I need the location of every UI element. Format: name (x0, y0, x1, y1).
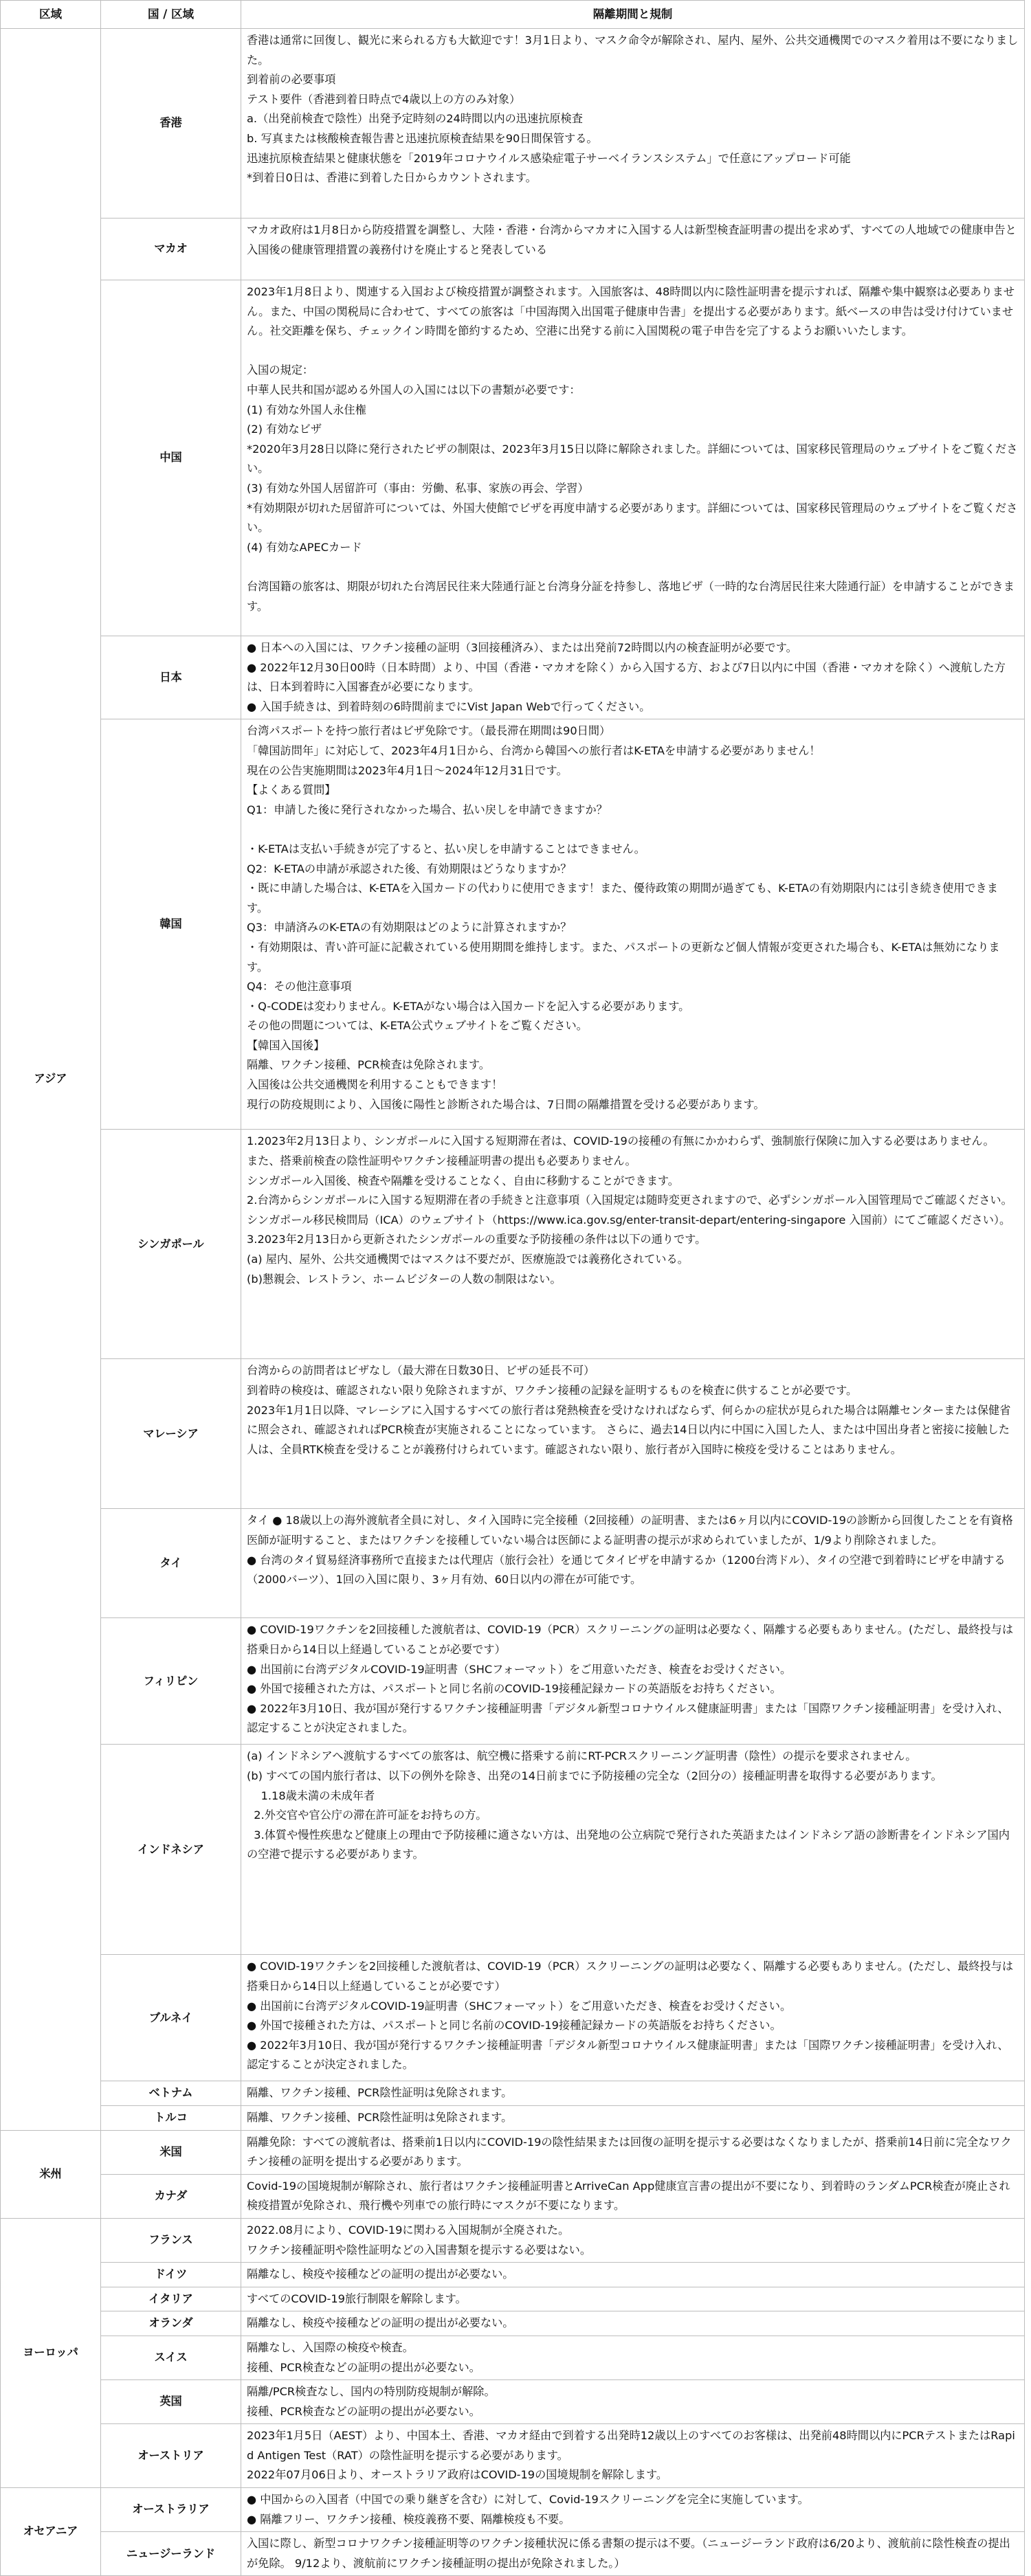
country-cell: 日本 (101, 636, 241, 719)
table-row (1, 1955, 1025, 2081)
country-cell: タイ (101, 1509, 241, 1618)
rules-cell: 台湾パスポートを持つ旅行者はビザ免除です。（最長滞在期間は90日間） 「韓国訪問年」に対応して、2023年4月1日から、台湾から韓国への旅行者はK-ETAを申請する必要がありません！ 現在の公告実施期間は2023年4月1日～2024年12月31日です。 【よくある質問】 Q1：申請した後に発行されなかった場合、払い戻しを申請できますか？ ・K-ETAは支払い手続きが完了すると、払い戻しを申請することはできません。 Q2：K-ETAの申請が承認された後、有効期限はどうなりますか？ ・既に申請した場合は、K-ETAを入国カードの代わりに使用できます！また、優待政策の期間が過ぎても、K-ETAの有効期限内には引き続き使用できます。 Q3：申請済みのK-ETAの有効期限はどのように計算されますか？ ・有効期限は、青い許可証に記載されている使用期間を維持します。また、パスポートの更新など個人情報が変更された場合も、K-ETAは無効になります。 Q4：その他注意事項 ・Q-CODEは変わりません。K-ETAがない場合は入国カードを記入する必要があります。 その他の問題については、K-ETA公式ウェブサイトをご覧ください。 【韓国入国後】 隔離、ワクチン接種、PCR検査は免除されます。 入国後は公共交通機関を利用することもできます！ 現行の防疫規則により、入国後に陽性と診断された場合は、7日間の隔離措置を受ける必要があります。 (241, 719, 1025, 1130)
table-row (1, 2174, 1025, 2218)
header-rules: 隔離期間と規制 (241, 1, 1025, 29)
country-cell: マカオ (101, 219, 241, 280)
table-row (1, 2263, 1025, 2287)
rules-cell: 隔離なし、検疫や接種などの証明の提出が必要ない。 (241, 2263, 1025, 2287)
table-row (1, 2488, 1025, 2532)
country-cell: ニュージーランド (101, 2532, 241, 2576)
country-cell: インドネシア (101, 1745, 241, 1955)
region-cell-europe: ヨーロッパ (1, 2218, 101, 2487)
table-row (1, 719, 1025, 1130)
country-cell: 中国 (101, 280, 241, 636)
region-cell-americas: 米州 (1, 2130, 101, 2218)
rules-cell: 隔離、ワクチン接種、PCR陰性証明は免除されます。 (241, 2081, 1025, 2106)
country-cell: オランダ (101, 2311, 241, 2336)
table-row (1, 1745, 1025, 1955)
table-row (1, 2336, 1025, 2379)
table-row (1, 2130, 1025, 2174)
rules-cell: 隔離、ワクチン接種、PCR陰性証明は免除されます。 (241, 2105, 1025, 2130)
country-cell: スイス (101, 2336, 241, 2379)
country-cell: 英国 (101, 2380, 241, 2424)
country-cell: オーストラリア (101, 2488, 241, 2532)
header-region: 区域 (1, 1, 101, 29)
table-row (1, 1359, 1025, 1509)
rules-cell: 2023年1月5日（AEST）より、中国本土、香港、マカオ経由で到着する出発時12歳以上のすべてのお客様は、出発前48時間以内にPCRテストまたはRapid Antigen Test（RAT）の陰性証明を提示する必要があります。 2022年07月06日より、オーストラリア政府はCOVID-19の国境規制を解除します。 (241, 2424, 1025, 2488)
table-row (1, 2311, 1025, 2336)
rules-cell: 1.2023年2月13日より、シンガポールに入国する短期滞在者は、COVID-19の接種の有無にかかわらず、強制旅行保険に加入する必要はありません。 また、搭乗前検査の陰性証明やワクチン接種証明書の提出も必要ありません。 シンガポール入国後、検査や隔離を受けることなく、自由に移動することができます。 2.台湾からシンガポールに入国する短期滞在者の手続きと注意事項（入国規定は随時変更されますので、必ずシンガポール入国管理局でご確認ください。 シンガポール移民検問局（ICA）のウェブサイト（https://www.ica.gov.sg/enter-transit-depart/entering-singapore 入国前）にてご確認ください）。 3.2023年2月13日から更新されたシンガポールの重要な予防接種の条件は以下の通りです。 (a) 屋内、屋外、公共交通機関ではマスクは不要だが、医療施設では義務化されている。 (b)懇親会、レストラン、ホームビジターの人数の制限はない。 (241, 1130, 1025, 1359)
table-row (1, 2081, 1025, 2106)
country-cell: ドイツ (101, 2263, 241, 2287)
table-row (1, 2424, 1025, 2488)
rules-cell: 隔離なし、検疫や接種などの証明の提出が必要ない。 (241, 2311, 1025, 2336)
rules-cell: マカオ政府は1月8日から防疫措置を調整し、大陸・香港・台湾からマカオに入国する人は新型検査証明書の提出を求めず、すべての人地域での健康申告と入国後の健康管理措置の義務付けを廃止すると発表している (241, 219, 1025, 280)
country-cell: オーストリア (101, 2424, 241, 2488)
rules-cell: Covid-19の国境規制が解除され、旅行者はワクチン接種証明書とArriveCan App健康宣言書の提出が不要になり、到着時のランダムPCR検査が廃止され検疫措置が免除され、飛行機や列車での旅行時にマスクが不要になります。 (241, 2174, 1025, 2218)
rules-cell: ● 中国からの入国者（中国での乗り継ぎを含む）に対して、Covid-19スクリーニングを完全に実施しています。 ● 隔離フリー、ワクチン接種、検疫義務不要、隔離検疫も不要。 (241, 2488, 1025, 2532)
country-cell: フランス (101, 2218, 241, 2262)
country-cell: カナダ (101, 2174, 241, 2218)
table-row (1, 2532, 1025, 2576)
table-row (1, 636, 1025, 719)
table-row (1, 1509, 1025, 1618)
rules-cell: 隔離/PCR検査なし、国内の特別防疫規制が解除。 接種、PCR検査などの証明の提出が必要ない。 (241, 2380, 1025, 2424)
rules-cell: タイ ● 18歳以上の海外渡航者全員に対し、タイ入国時に完全接種（2回接種）の証明書、または6ヶ月以内にCOVID-19の診断から回復したことを有資格医師が証明すること、またはワクチンを接種していない場合は医師による証明書の提示が求められていましたが、1/9より削除されました。 ● 台湾のタイ貿易経済事務所で直接または代理店（旅行会社）を通じてタイビザを申請するか（1200台湾ドル）、タイの空港で到着時にビザを申請する（2000バーツ）、1回の入国に限り、3ヶ月有効、60日以内の滞在が可能です。 (241, 1509, 1025, 1618)
country-cell: 韓国 (101, 719, 241, 1130)
rules-cell: (a) インドネシアへ渡航するすべての旅客は、航空機に搭乗する前にRT-PCRスクリーニング証明書（陰性）の提示を要求されません。 (b) すべての国内旅行者は、以下の例外を除き、出発の14日前までに予防接種の完全な（2回分の）接種証明書を取得する必要があります。 1.18歳未満の未成年者 2.外交官や官公庁の滞在許可証をお持ちの方。 3.体質や慢性疾患など健康上の理由で予防接種に適さない方は、出発地の公立病院で発行された英語またはインドネシア語の診断書をインドネシア国内の空港で提示する必要があります。 (241, 1745, 1025, 1955)
country-cell: ブルネイ (101, 1955, 241, 2081)
rules-cell: すべてのCOVID-19旅行制限を解除します。 (241, 2287, 1025, 2311)
rules-cell: 2022.08月により、COVID-19に関わる入国規制が全廃された。 ワクチン接種証明や陰性証明などの入国書類を提示する必要はない。 (241, 2218, 1025, 2262)
country-cell: マレーシア (101, 1359, 241, 1509)
rules-cell: 入国に際し、新型コロナワクチン接種証明等のワクチン接種状況に係る書類の提示は不要。（ニュージーランド政府は6/20より、渡航前に陰性検査の提出が免除。 9/12より、渡航前にワクチン接種証明の提出が免除されました。） (241, 2532, 1025, 2576)
table-row (1, 2218, 1025, 2262)
country-cell: トルコ (101, 2105, 241, 2130)
country-cell: イタリア (101, 2287, 241, 2311)
rules-cell: ● COVID-19ワクチンを2回接種した渡航者は、COVID-19（PCR）スクリーニングの証明は必要なく、隔離する必要もありません。(ただし、最終投与は搭乗日から14日以上経過していることが必要です） ● 出国前に台湾デジタルCOVID-19証明書（SHCフォーマット）をご用意いただき、検査をお受けください。 ● 外国で接種された方は、パスポートと同じ名前のCOVID-19接種記録カードの英語版をお持ちください。 ● 2022年3月10日、我が国が発行するワクチン接種証明書「デジタル新型コロナウイルス健康証明書」または「国際ワクチン接種証明書」を受け入れ、認定することが決定されました。 (241, 1955, 1025, 2081)
country-cell: 米国 (101, 2130, 241, 2174)
country-cell: ベトナム (101, 2081, 241, 2106)
table-row (1, 1618, 1025, 1745)
region-cell-asia: アジア (1, 29, 101, 2131)
rules-cell: 台湾からの訪問者はビザなし（最大滞在日数30日、ビザの延長不可） 到着時の検疫は、確認されない限り免除されますが、ワクチン接種の記録を証明するものを検査に供することが必要です。 2023年1月1日以降、マレーシアに入国するすべての旅行者は発熱検査を受けなければならず、何らかの症状が見られた場合は隔離センターまたは保健省に照会され、確認されればPCR検査が実施されることになっています。 さらに、過去14日以内に中国に入国した人、または中国出身者と密接に接触した人は、全員RTK検査を受けることが義務付けられています。確認されない限り、旅行者が入国時に検疫を受けることはありません。 (241, 1359, 1025, 1509)
country-cell: フィリピン (101, 1618, 241, 1745)
table-row (1, 1130, 1025, 1359)
table-row (1, 2380, 1025, 2424)
country-cell: 香港 (101, 29, 241, 219)
table-row (1, 280, 1025, 636)
header-row (1, 1, 1025, 29)
country-cell: シンガポール (101, 1130, 241, 1359)
table-row (1, 219, 1025, 280)
region-cell-oceania: オセアニア (1, 2488, 101, 2576)
rules-cell: 2023年1月8日より、関連する入国および検疫措置が調整されます。入国旅客は、48時間以内に陰性証明書を提示すれば、隔離や集中観察は必要ありません。また、中国の関税局に合わせて、すべての旅客は「中国海関入出国電子健康申告書」を提出する必要があります。紙ベースの申告は受け付けていません。社交距離を保ち、チェックイン時間を節約するため、空港に出発する前に入国関税の電子申告を完了するようお願いいたします。 入国の規定： 中華人民共和国が認める外国人の入国には以下の書類が必要です： (1) 有効な外国人永住権 (2) 有効なビザ *2020年3月28日以降に発行されたビザの制限は、2023年3月15日以降に解除されました。詳細については、国家移民管理局のウェブサイトをご覧ください。 (3) 有効な外国人居留許可（事由：労働、私事、家族の再会、学習） *有効期限が切れた居留許可については、外国大使館でビザを再度申請する必要があります。詳細については、国家移民管理局のウェブサイトをご覧ください。 (4) 有効なAPECカード 台湾国籍の旅客は、期限が切れた台湾居民往来大陸通行証と台湾身分証を持参し、落地ビザ（一時的な台湾居民往来大陸通行証）を申請することができます。 (241, 280, 1025, 636)
table-row (1, 2287, 1025, 2311)
rules-cell: 隔離免除：すべての渡航者は、搭乗前1日以内にCOVID-19の陰性結果または回復の証明を提示する必要はなくなりましたが、搭乗前14日前に完全なワクチン接種の証明を提出する必要があります。 (241, 2130, 1025, 2174)
rules-cell: 隔離なし、入国際の検疫や検査。 接種、PCR検査などの証明の提出が必要ない。 (241, 2336, 1025, 2379)
header-country: 国 / 区域 (101, 1, 241, 29)
table-row (1, 2105, 1025, 2130)
rules-cell: 香港は通常に回復し、観光に来られる方も大歓迎です！3月1日より、マスク命令が解除され、屋内、屋外、公共交通機関でのマスク着用は不要になりました。 到着前の必要事項 テスト要件（香港到着日時点で4歳以上の方のみ対象） a.（出発前検査で陰性）出発予定時刻の24時間以内の迅速抗原検査 b. 写真または核酸検査報告書と迅速抗原検査結果を90日間保管する。 迅速抗原検査結果と健康状態を「2019年コロナウイルス感染症電子サーベイランスシステム」で任意にアップロード可能 *到着日0日は、香港に到着した日からカウントされます。 (241, 29, 1025, 219)
table-row (1, 29, 1025, 219)
rules-cell: ● COVID-19ワクチンを2回接種した渡航者は、COVID-19（PCR）スクリーニングの証明は必要なく、隔離する必要もありません。(ただし、最終投与は搭乗日から14日以上経過していることが必要です） ● 出国前に台湾デジタルCOVID-19証明書（SHCフォーマット）をご用意いただき、検査をお受けください。 ● 外国で接種された方は、パスポートと同じ名前のCOVID-19接種記録カードの英語版をお持ちください。 ● 2022年3月10日、我が国が発行するワクチン接種証明書「デジタル新型コロナウイルス健康証明書」または「国際ワクチン接種証明書」を受け入れ、認定することが決定されました。 (241, 1618, 1025, 1745)
rules-cell: ● 日本への入国には、ワクチン接種の証明（3回接種済み）、または出発前72時間以内の検査証明が必要です。 ● 2022年12月30日00時（日本時間）より、中国（香港・マカオを除く）から入国する方、および7日以内に中国（香港・マカオを除く）へ渡航した方は、日本到着時に入国審査が必要になります。 ● 入国手続きは、到着時刻の6時間前までにVist Japan Webで行ってください。 (241, 636, 1025, 719)
